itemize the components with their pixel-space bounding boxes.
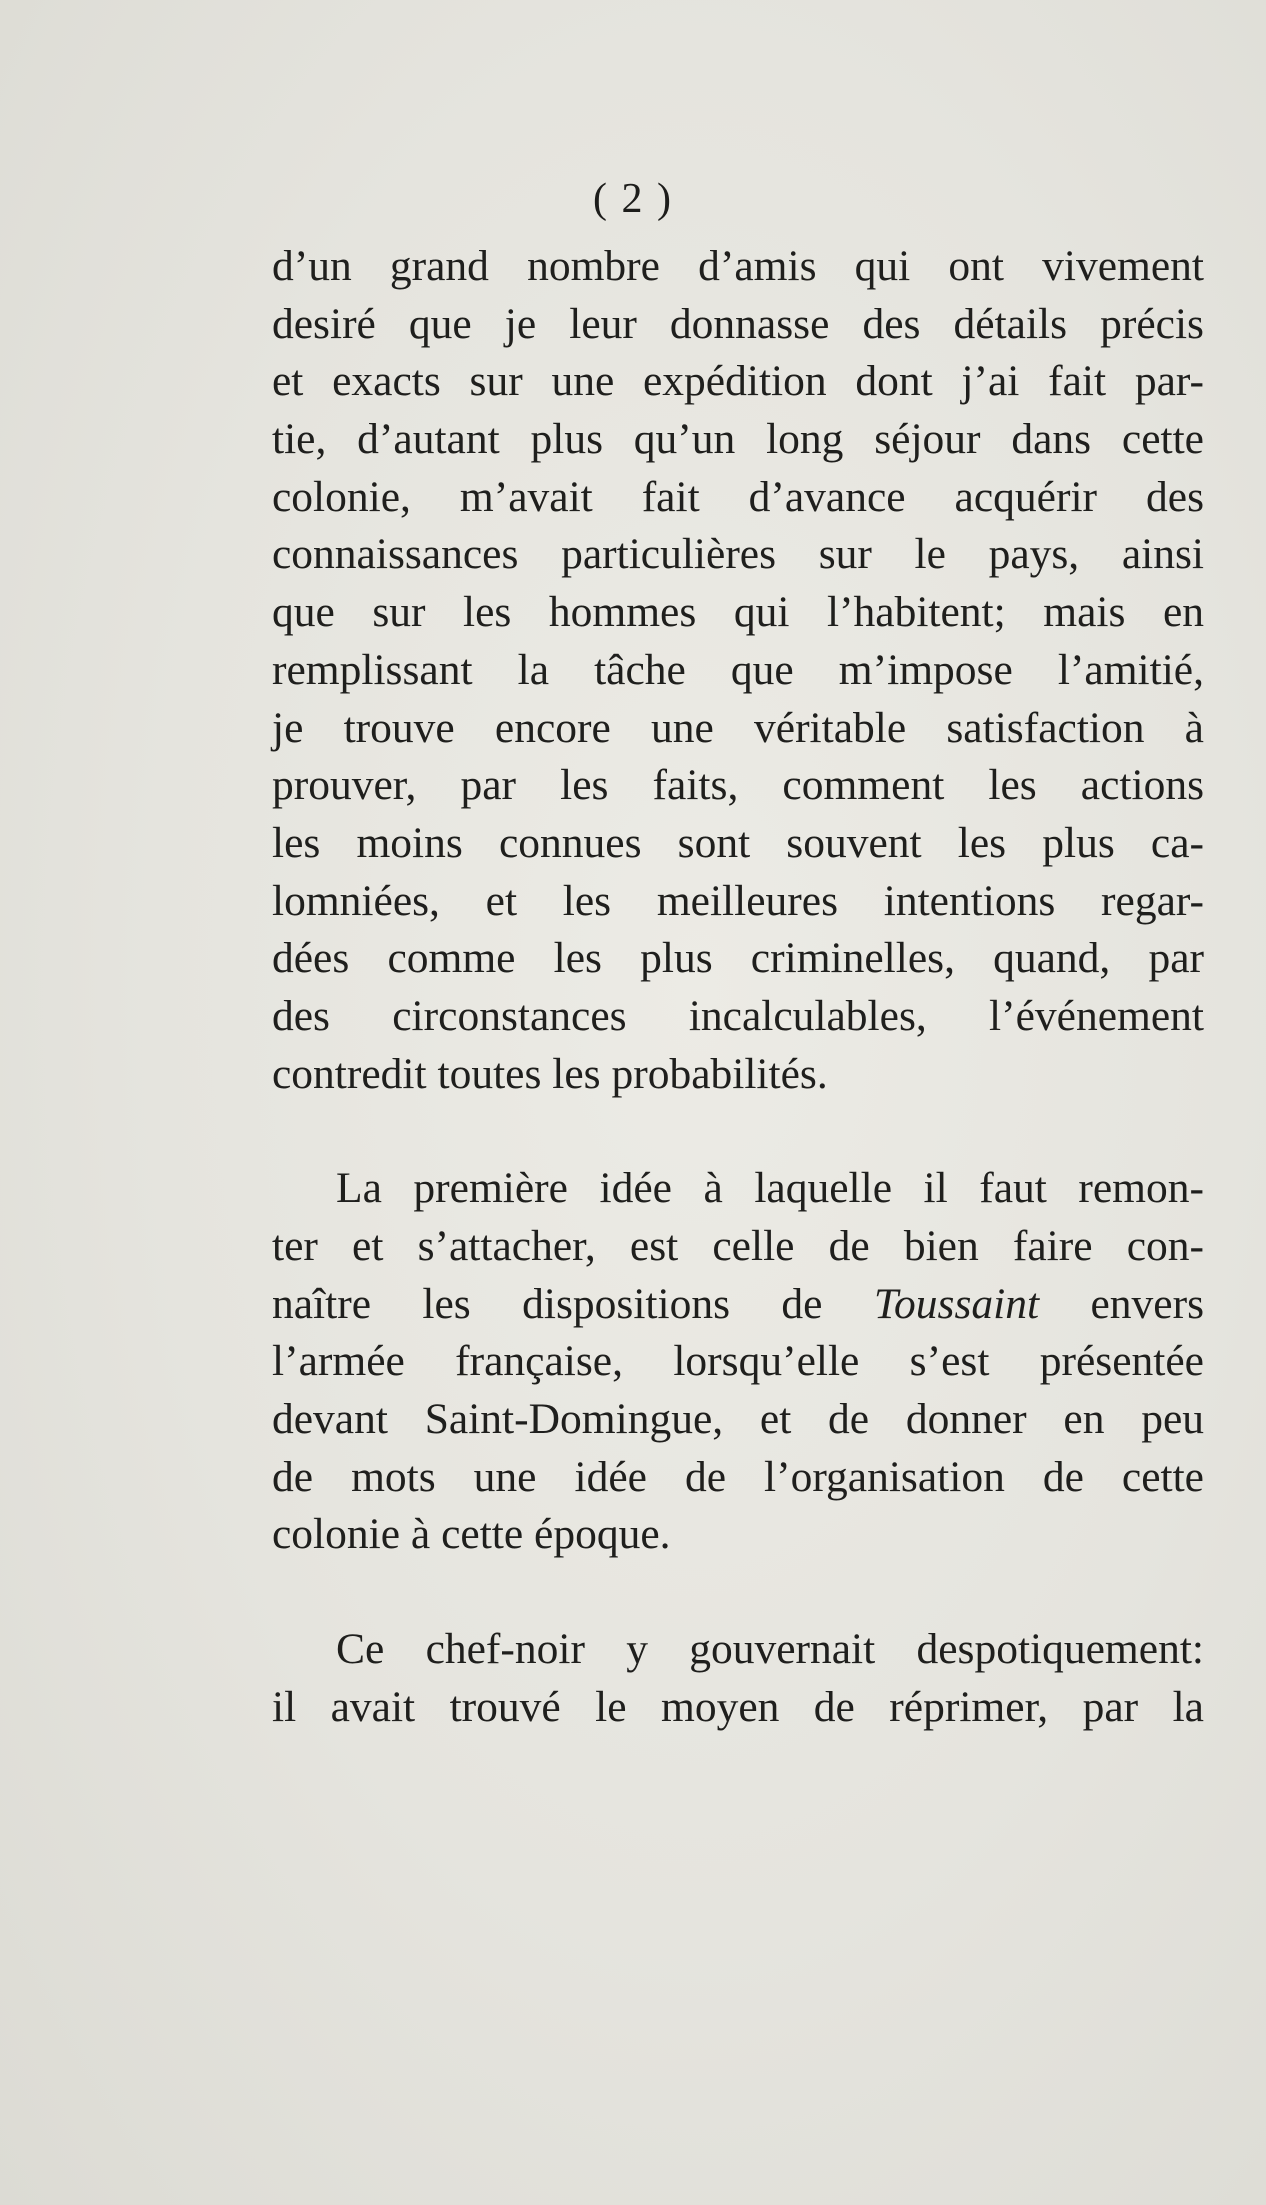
italic-name: Toussaint (873, 1279, 1040, 1328)
text-line: remplissant la tâche que m’impose l’amitié, (272, 645, 1204, 694)
text-line: il avait trouvé le moyen de réprimer, par la (272, 1682, 1204, 1731)
paragraph-2 (272, 1160, 1204, 1564)
text-line: ter et s’attacher, est celle de bien faire con- (272, 1222, 1204, 1270)
text-line: les moins connues sont souvent les plus ca- (272, 818, 1204, 867)
text-line: je trouve encore une véritable satisfaction à (272, 703, 1204, 752)
text-line: La première idée à laquelle il faut remon- (336, 1164, 1204, 1213)
text-line (272, 1276, 1204, 1334)
text-line: des circonstances incalculables, l’événement (272, 991, 1204, 1040)
text-line: tie, d’autant plus qu’un long séjour dans cette (272, 415, 1204, 464)
text-line: d’un grand nombre d’amis qui ont vivement (272, 242, 1204, 290)
text-line: contredit toutes les probabilités. (272, 1049, 828, 1098)
text-line: devant Saint-Domingue, et de donner en peu (272, 1395, 1204, 1444)
paragraph-gap (272, 1564, 1204, 1621)
text-line: prouver, par les faits, comment les actions (272, 761, 1204, 810)
paragraph-1 (272, 238, 1204, 1103)
text-line: de mots une idée de l’organisation de cette (272, 1452, 1204, 1501)
text-line: Ce chef-noir y gouvernait despotiquement: (336, 1625, 1204, 1674)
text-line: desiré que je leur donnasse des détails précis (272, 299, 1204, 348)
text-line: colonie à cette époque. (272, 1510, 671, 1559)
text-line: connaissances particulières sur le pays, ainsi (272, 530, 1204, 579)
text-line: colonie, m’avait fait d’avance acquérir des (272, 472, 1204, 521)
paragraph-gap (272, 1103, 1204, 1160)
text-segment: naître les dispositions de (272, 1279, 823, 1328)
text-segment: envers (1090, 1279, 1204, 1328)
body-text (272, 238, 1204, 1737)
text-line: l’armée française, lorsqu’elle s’est présentée (272, 1337, 1204, 1386)
text-line: lomniées, et les meilleures intentions regar- (272, 876, 1204, 925)
page-number: ( 2 ) (593, 176, 673, 222)
text-line: dées comme les plus criminelles, quand, par (272, 934, 1204, 983)
paragraph-3 (272, 1621, 1204, 1736)
text-line: que sur les hommes qui l’habitent; mais en (272, 588, 1204, 637)
text-line: et exacts sur une expédition dont j’ai fait par- (272, 357, 1204, 406)
